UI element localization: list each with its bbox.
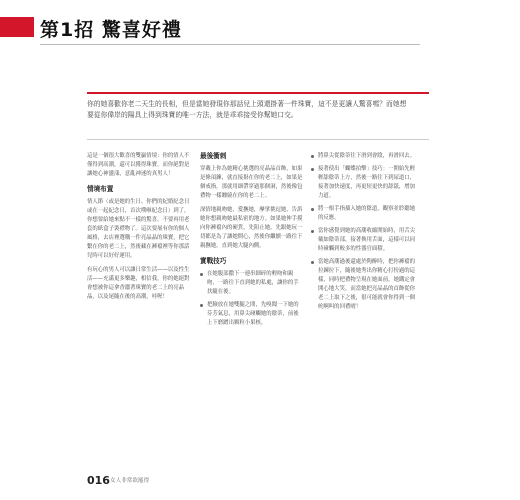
intro-bottom-rule bbox=[87, 139, 429, 140]
list-item: 將一根手指插入她的陰道，觀察並聆聽她的反應。 bbox=[311, 205, 419, 223]
title-divider bbox=[40, 44, 420, 45]
body-paragraph: 情人節（或是她的生日、你們的紀婚紀念日或在一起紀念日，首次噗咻紀念日）到了，你想要給她來點不一樣的驚喜，不要再用老套的紙盒子裝禮物了。這次要展有你的個人風格，去店裡選購一件亮晶晶的珠寶，把它繫在你的老二上，然後藏在褲襠裡等你那話兒時可以好好運用。 bbox=[87, 199, 190, 259]
body-paragraph: 穿戴上你為她精心挑選的亮晶晶首飾，如果是條項鍊，就直接掛在你的老二上，如果是個戒指，那就用細帶穿過那個洞，然後像包禮物一樣纏繞在你的老二上。 bbox=[200, 166, 303, 199]
list-item: 接著使出「蝴蝶拍擊」技巧：一開始先輕輕舔陰蒂上方，然後一路往下到尿道口，接著加快速度，再更短更快的舔舐，增加力道。 bbox=[311, 165, 419, 201]
body-paragraph: 這是一個很大歡喜的雙贏情境：你的情人不僅得到高潮，還可以獲得珠寶。而你絕對是讓她心神盪漾，意亂神迷的真男人！ bbox=[87, 153, 190, 177]
column-right bbox=[311, 152, 419, 316]
chapter-accent-bar bbox=[0, 17, 34, 37]
list-item: 在她腹部撒下一連串細碎的輕吻和親吻，一路往下直到她的私處，讓你的手扶隨在後。 bbox=[200, 270, 304, 297]
list-item: 把臉放在她雙腿之間，先嗅聞一下她的芬芳氣息，用鼻尖碰觸她的陰蒂，前後上下磨蹭出顆粒小果核。 bbox=[200, 301, 304, 328]
page-number: 016 bbox=[87, 474, 110, 487]
intro-paragraph: 你的她喜歡你老二天生的長相，但是當她發現你那話兒上頭還掛著一件珠寶，這不是更讓人驚喜嗎？而她想要從你偉岸的陽具上得到珠寶的唯一方法，就是乖乖接受你幫她口交。 bbox=[87, 100, 407, 119]
bullet-icon bbox=[311, 208, 314, 211]
bullet-icon bbox=[311, 155, 314, 158]
tips-list bbox=[311, 152, 419, 312]
body-paragraph: 有玩心的男人可以讓日常生活——以及性生活——充滿更多樂趣，相信我，你的她絕對會想被你這拿香灑著珠寶的老二上的亮晶晶，以及尾隨在後的高潮，哇喔！ bbox=[87, 267, 190, 300]
bullet-icon bbox=[311, 261, 314, 264]
column-left bbox=[87, 152, 191, 307]
intro-top-rule bbox=[87, 92, 429, 94]
bullet-icon bbox=[200, 304, 203, 307]
bullet-icon bbox=[311, 168, 314, 171]
list-item: 將鼻尖從陰蒂往下滑到會陰，再滑回去。 bbox=[311, 152, 419, 161]
body-paragraph: 深情地親吻她，愛撫她，摩挲挑逗她，告訴她你想親吻她最私密的地方。如果她伸手摸向你褲襠內的硬貨，先阻止她，先跟她玩一切都是為了讓她開心，然後你繼續一路往下親撫她，直到她大腿內側。 bbox=[200, 207, 303, 249]
section-heading-setup: 情境布置 bbox=[87, 185, 114, 193]
column-middle bbox=[200, 152, 304, 332]
chapter-title: 第1招 驚喜好禮 bbox=[40, 19, 182, 41]
bullet-icon bbox=[311, 230, 314, 233]
running-footer-title: 女人非常欲罷得 bbox=[110, 478, 150, 484]
bullet-icon bbox=[200, 273, 203, 276]
section-heading-final-sprint: 最後衝刺 bbox=[200, 152, 227, 160]
section-heading-tips: 實戰技巧 bbox=[200, 257, 227, 265]
list-item: 當你感覺到她的高潮收縮開始時，用舌尖戴如陰蒂部，接著換用舌面，這樣可以同時碰觸到較多的性器官面積。 bbox=[311, 227, 419, 254]
list-item: 當她高潮過後還處於陶醉時，把你褲襠的拉鍊拉下，隨後她秀出你精心打扮過的這樣，同時把禮物呈現在她面前，她鐵定會開心地大笑。而當她把亮晶晶的首飾從你老二上取下之後，很可能就會你得到一個吮啊叫的回禮唷！ bbox=[311, 258, 419, 312]
tips-list bbox=[200, 270, 304, 328]
